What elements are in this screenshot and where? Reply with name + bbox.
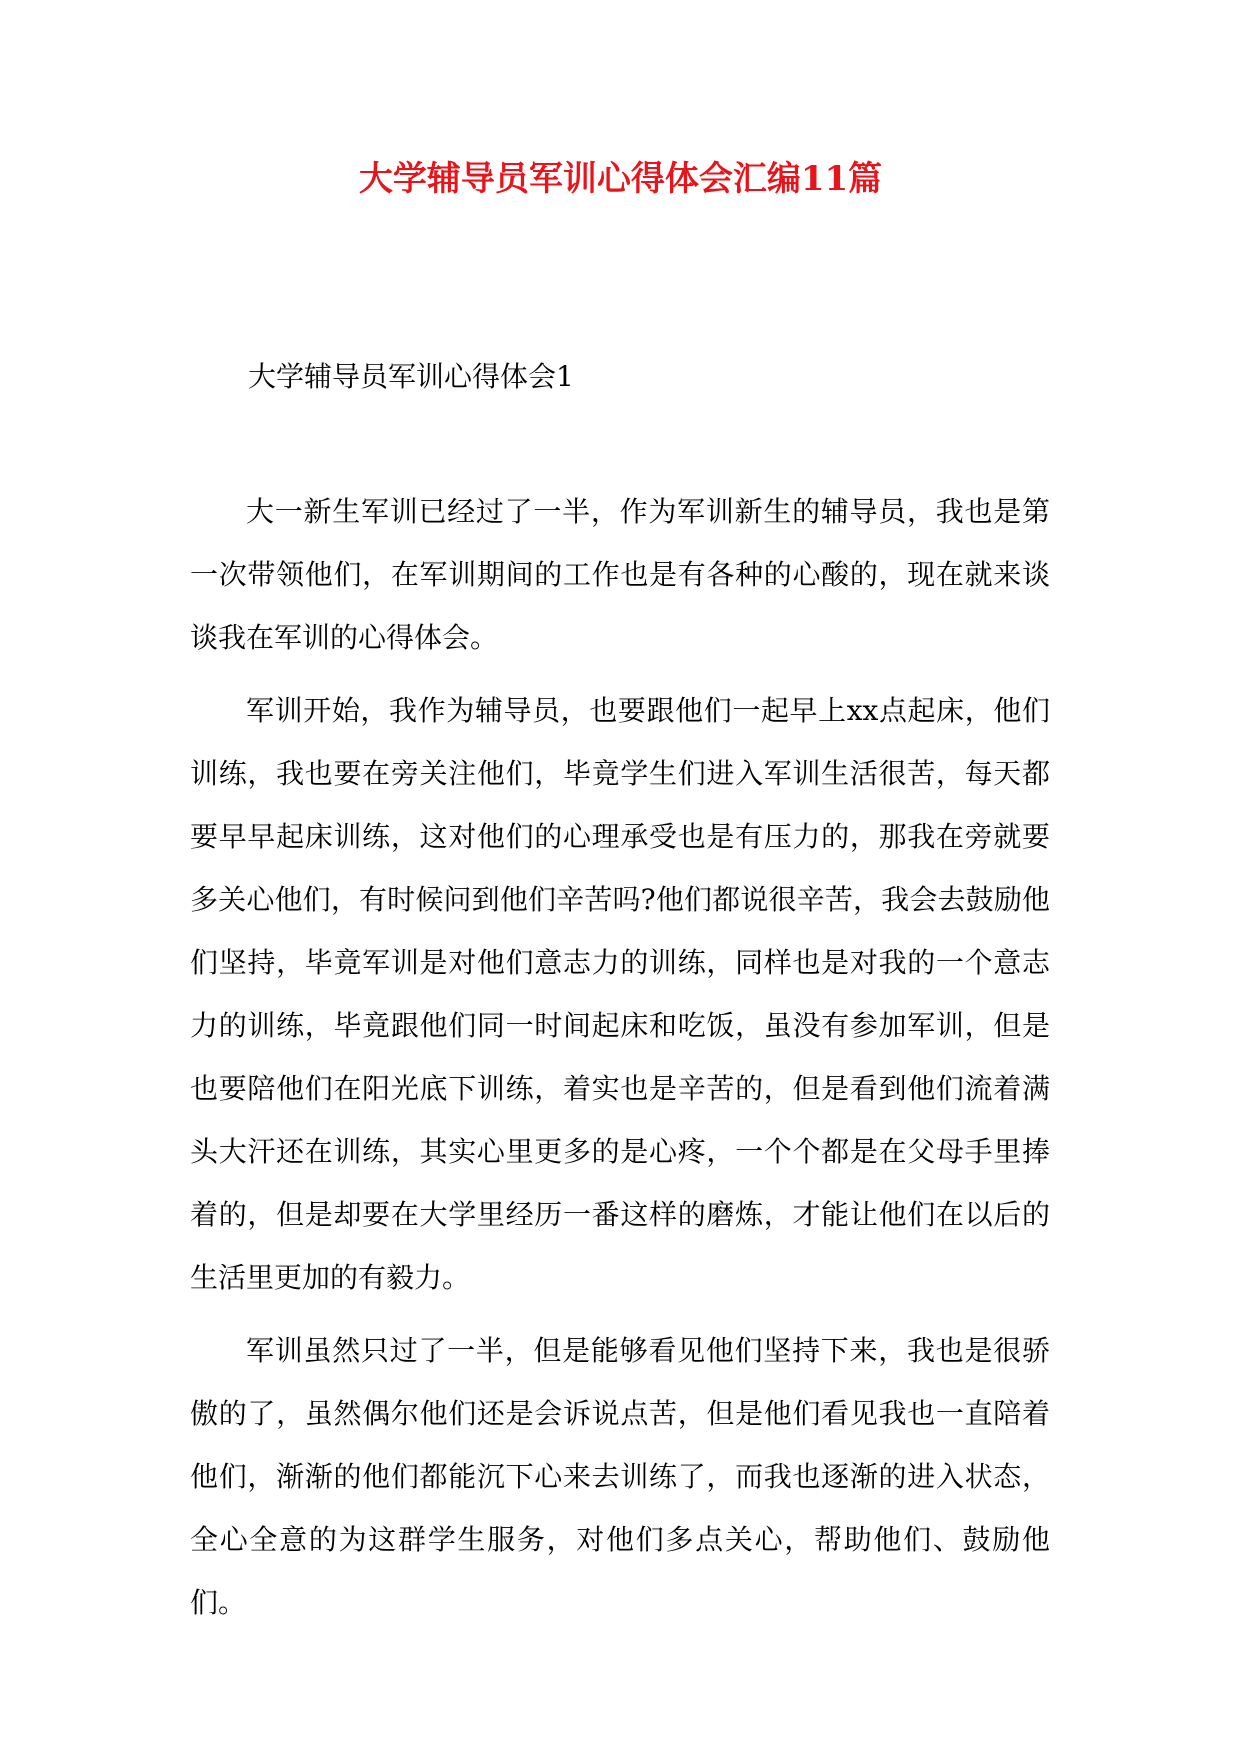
paragraph-2: 军训开始，我作为辅导员，也要跟他们一起早上xx点起床，他们训练，我也要在旁关注他们，毕竟学生们进入军训生活很苦，每天都要早早起床训练，这对他们的心理承受也是有压力的，那我在旁就要多关心他们，有时候问到他们辛苦吗?他们都说很辛苦，我会去鼓励他们坚持，毕竟军训是对他们意志力的训练，同样也是对我的一个意志力的训练，毕竟跟他们同一时间起床和吃饭，虽没有参加军训，但是也要陪他们在阳光底下训练，着实也是辛苦的，但是看到他们流着满头大汗还在训练，其实心里更多的是心疼，一个个都是在父母手里捧着的，但是却要在大学里经历一番这样的磨炼，才能让他们在以后的生活里更加的有毅力。 [190,694,1050,1294]
paragraph-1: 大一新生军训已经过了一半，作为军训新生的辅导员，我也是第一次带领他们，在军训期间的工作也是有各种的心酸的，现在就来谈谈我在军训的心得体会。 [190,495,1050,654]
body-text [190,480,1050,1644]
section-heading: 大学辅导员军训心得体会1 [248,360,574,393]
document-title: 大学辅导员军训心得体会汇编11篇 [358,159,883,199]
paragraph-3: 军训虽然只过了一半，但是能够看见他们坚持下来，我也是很骄傲的了，虽然偶尔他们还是会诉说点苦，但是他们看见我也一直陪着他们，渐渐的他们都能沉下心来去训练了，而我也逐渐的进入状态，全心全意的为这群学生服务，对他们多点关心，帮助他们、鼓励他们。 [190,1334,1050,1619]
